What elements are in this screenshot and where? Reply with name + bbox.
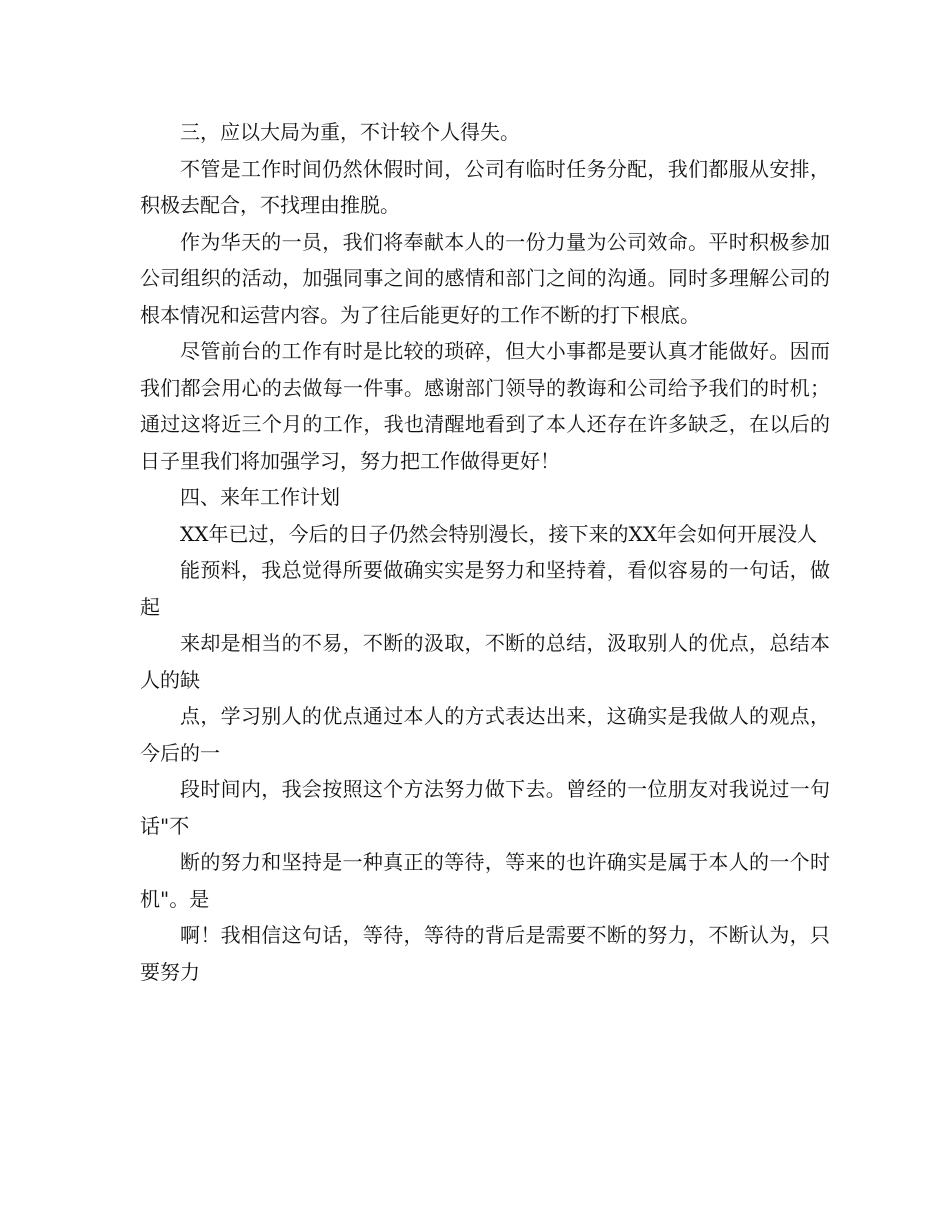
paragraph: 啊！我相信这句话，等待，等待的背后是需要不断的努力，不断认为，只要努力 [140, 923, 830, 984]
paragraph: 尽管前台的工作有时是比较的琐碎，但大小事都是要认真才能做好。因而我们都会用心的去做每一件事。感谢部门领导的教诲和公司给予我们的时机；通过这将近三个月的工作，我也清醒地看到了本人还存在许多缺乏，在以后的日子里我们将加强学习，努力把工作做得更好！ [140, 339, 830, 473]
section-heading: 四、来年工作计划 [180, 485, 340, 509]
paragraph: 不管是工作时间仍然休假时间，公司有临时任务分配，我们都服从安排，积极去配合，不找理由推脱。 [140, 156, 830, 217]
paragraph: 段时间内，我会按照这个方法努力做下去。曾经的一位朋友对我说过一句话"不 [140, 777, 830, 838]
paragraph: 来却是相当的不易，不断的汲取，不断的总结，汲取别人的优点，总结本人的缺 [140, 631, 830, 692]
document-body [140, 114, 830, 990]
paragraph: 断的努力和坚持是一种真正的等待，等来的也许确实是属于本人的一个时机"。是 [140, 850, 830, 911]
paragraph: XX年已过，今后的日子仍然会特别漫长，接下来的XX年会如何开展没人 [180, 521, 817, 546]
paragraph: 能预料，我总觉得所要做确实实是努力和坚持着，看似容易的一句话，做起 [140, 558, 830, 619]
paragraph: 三，应以大局为重，不计较个人得失。 [180, 120, 520, 144]
paragraph: 作为华天的一员，我们将奉献本人的一份力量为公司效命。平时积极参加公司组织的活动，加强同事之间的感情和部门之间的沟通。同时多理解公司的根本情况和运营内容。为了往后能更好的工作不断的打下根底。 [140, 229, 830, 327]
paragraph: 点，学习别人的优点通过本人的方式表达出来，这确实是我做人的观点，今后的一 [140, 704, 830, 765]
